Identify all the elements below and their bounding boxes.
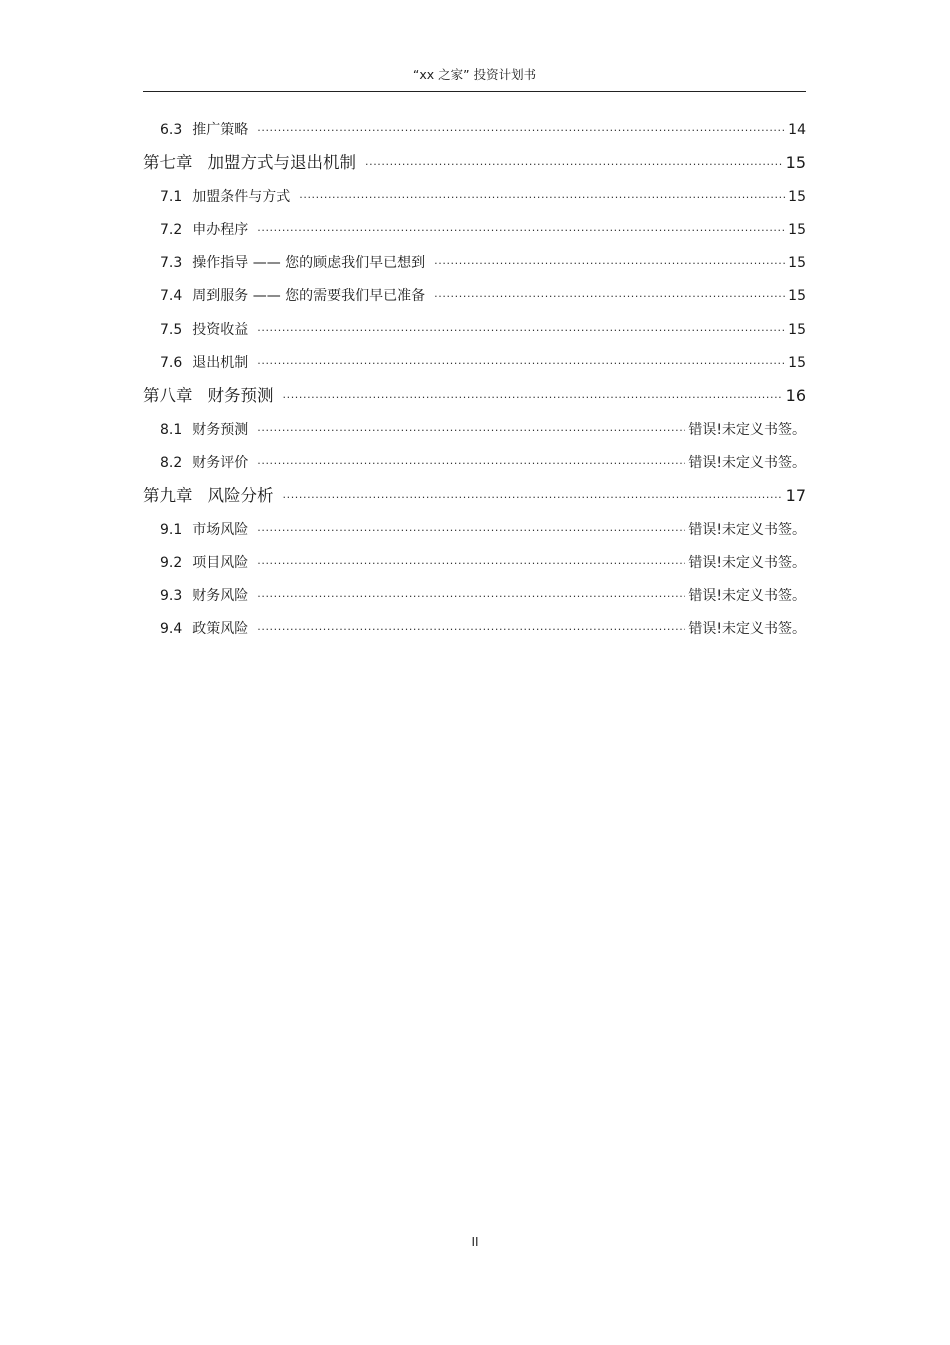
toc-dot-leader <box>257 322 785 333</box>
toc-entry-number: 7.1 <box>160 188 183 205</box>
toc-entry-title: 周到服务 —— 您的需要我们早已准备 <box>192 288 426 305</box>
toc-dot-leader <box>257 555 685 566</box>
toc-entry-title: 财务风险 <box>192 588 249 605</box>
page-number: II <box>471 1235 479 1249</box>
toc-dot-leader <box>257 222 785 233</box>
toc-entry-page: 15 <box>788 255 806 272</box>
toc-entry-number: 9.2 <box>160 554 183 571</box>
toc-entry-number: 7.2 <box>160 221 183 238</box>
toc-entry-page: 15 <box>788 288 806 305</box>
toc-entry-page: 17 <box>785 486 806 506</box>
toc-entry[interactable] <box>143 283 806 316</box>
toc-entry-title: 项目风险 <box>192 554 249 571</box>
toc-entry[interactable] <box>143 250 806 283</box>
toc-entry[interactable] <box>143 450 806 483</box>
toc-entry-page: 14 <box>788 122 806 138</box>
toc-entry-number: 7.6 <box>160 355 183 372</box>
toc-entry[interactable] <box>143 417 806 450</box>
toc-entry-number: 9.3 <box>160 588 183 605</box>
toc-entry-page: 错误!未定义书签。 <box>688 588 806 605</box>
toc-entry[interactable] <box>143 184 806 217</box>
toc-entry-title: 市场风险 <box>192 521 249 538</box>
toc-entry-title: 加盟条件与方式 <box>192 188 291 205</box>
toc-entry-page: 15 <box>788 221 806 238</box>
toc-entry-page: 15 <box>788 355 806 372</box>
toc-dot-leader <box>283 489 783 500</box>
toc-entry-number: 第八章 <box>143 386 193 406</box>
toc-entry-number: 7.5 <box>160 321 183 338</box>
toc-entry[interactable] <box>143 616 806 649</box>
toc-entry-number: 8.2 <box>160 454 183 471</box>
toc-entry-page: 错误!未定义书签。 <box>688 621 806 638</box>
toc-entry-title: 推广策略 <box>192 122 249 138</box>
toc-entry-title: 操作指导 —— 您的顾虑我们早已想到 <box>192 255 426 272</box>
toc-dot-leader <box>434 255 785 266</box>
table-of-contents <box>143 117 806 650</box>
toc-entry-page: 错误!未定义书签。 <box>688 521 806 538</box>
toc-entry-page: 错误!未定义书签。 <box>688 554 806 571</box>
toc-entry-page: 15 <box>788 321 806 338</box>
toc-entry[interactable] <box>143 317 806 350</box>
toc-entry-page: 15 <box>785 153 806 173</box>
toc-dot-leader <box>257 522 685 533</box>
toc-entry-title: 退出机制 <box>192 355 249 372</box>
toc-entry-page: 错误!未定义书签。 <box>688 454 806 471</box>
toc-dot-leader <box>299 189 785 200</box>
toc-entry[interactable] <box>143 583 806 616</box>
toc-entry[interactable] <box>143 483 806 516</box>
toc-entry-title: 申办程序 <box>192 221 249 238</box>
toc-entry-title: 政策风险 <box>192 621 249 638</box>
toc-entry[interactable] <box>143 217 806 250</box>
toc-entry-page: 错误!未定义书签。 <box>688 421 806 438</box>
toc-entry[interactable] <box>143 517 806 550</box>
toc-entry-number: 9.4 <box>160 621 183 638</box>
header-divider <box>143 91 806 92</box>
toc-entry-title: 财务预测 <box>207 386 274 406</box>
toc-dot-leader <box>257 621 685 632</box>
toc-entry-title: 财务预测 <box>192 421 249 438</box>
toc-dot-leader <box>283 389 783 400</box>
toc-entry[interactable] <box>143 550 806 583</box>
toc-dot-leader <box>257 588 685 599</box>
toc-dot-leader <box>257 455 685 466</box>
toc-entry-number: 7.4 <box>160 288 183 305</box>
toc-dot-leader <box>365 156 783 167</box>
toc-entry-title: 投资收益 <box>192 321 249 338</box>
toc-dot-leader <box>434 288 785 299</box>
toc-entry-number: 9.1 <box>160 521 183 538</box>
page-header: “xx 之家” 投资计划书 <box>412 67 537 82</box>
toc-entry[interactable] <box>143 117 806 150</box>
toc-dot-leader <box>257 122 785 133</box>
toc-entry-title: 风险分析 <box>207 486 274 506</box>
toc-entry-title: 加盟方式与退出机制 <box>207 153 356 173</box>
toc-dot-leader <box>257 422 685 433</box>
toc-entry-number: 第九章 <box>143 486 193 506</box>
toc-entry[interactable] <box>143 350 806 383</box>
toc-entry-page: 16 <box>785 386 806 406</box>
toc-entry-number: 8.1 <box>160 421 183 438</box>
toc-dot-leader <box>257 355 785 366</box>
toc-entry-title: 财务评价 <box>192 454 249 471</box>
toc-entry-number: 7.3 <box>160 255 183 272</box>
toc-entry[interactable] <box>143 383 806 416</box>
toc-entry[interactable] <box>143 150 806 183</box>
toc-entry-number: 第七章 <box>143 153 193 173</box>
toc-entry-number: 6.3 <box>160 122 183 138</box>
toc-entry-page: 15 <box>788 188 806 205</box>
